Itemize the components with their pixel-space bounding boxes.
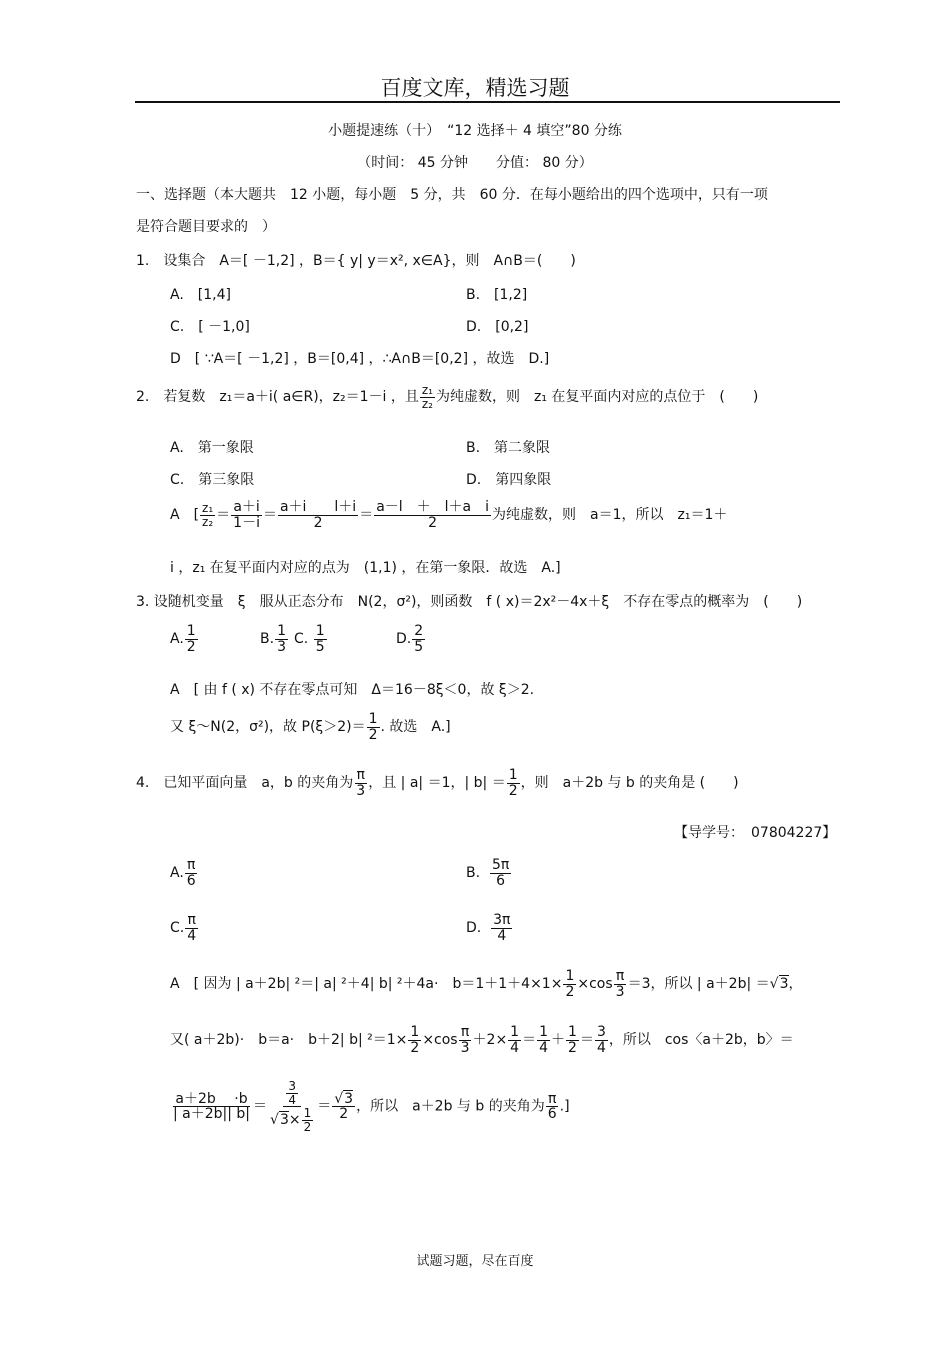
q2-option-c: C. 第三象限 [170,472,255,488]
q4-option-b: B. $\frac{5\pi}{6}$ [466,857,510,889]
q3-option-c: C. $\frac{1}{5}$ [294,623,325,655]
q1-stem: 1. 设集合 A＝[ －1,2] ，B＝{ y| y＝x², x∈A}，则 A∩B＝( ) [136,253,576,269]
page-footer: 试题习题，尽在百度 [416,1254,534,1269]
q2-option-d: D. 第四象限 [466,472,552,488]
q2-option-b: B. 第二象限 [466,440,551,456]
q2-stem: 2. 若复数 z₁＝a＋i( a∈R)，z₂＝1－i ，且 $\frac{\text{z₁}}{\text{z₂}}$ 为纯虚数，则 z₁ 在复平面内对应的点位于 ( ) [136,383,759,411]
q4-reference-tag: 【导学号： 07804227】 [674,825,837,841]
page-subtitle: （时间： 45 分钟 分值： 80 分） [357,155,593,171]
q3-option-d: D. $\frac{2}{5}$ [396,623,424,655]
q2-fraction: $\frac{\text{z₁}}{\text{z₂}}$ [421,383,433,411]
q4-answer-line2: 又( a＋2b)· b＝a· b＋2| b| ²＝1× $\frac{1}{2}$ ×cos $\frac{\pi}{3}$ ＋2× $\frac{1}{4}$ ＝ $\frac{1}{4}$ ＋ $\frac{1}{2}$ ＝ $\frac{3}{4}$ ，所以 cos〈a＋2b，b〉＝ [170,1024,794,1056]
q1-option-c: C. [ －1,0] [170,319,250,335]
q2-answer-line1: A [ $\frac{\text{z₁}}{\text{z₂}}$ ＝ $\frac{a+i}{1-i}$ ＝ $\frac{\text{a＋i l＋i}}{2}$ ＝ $\frac{\text{a－l ＋ l＋a i}}{2}$ 为纯虚数，则 a＝1，所以 z₁＝1＋ [170,499,728,531]
q2-option-a: A. 第一象限 [170,440,254,456]
q1-option-b: B. [1,2] [466,287,528,303]
q3-answer-line2: 又 ξ～N(2，σ²)，故 P(ξ＞2)＝ $\frac{1}{2}$ . 故选 A.] [170,711,451,743]
q1-option-a: A. [1,4] [170,287,231,303]
q1-answer: D [ ∵A＝[ －1,2] ，B＝[0,4] ，∴A∩B＝[0,2] ，故选 D.] [170,351,550,367]
q4-stem: 4. 已知平面向量 a，b 的夹角为 $\frac{\pi}{3}$ ，且 | a| ＝1，| b| ＝ $\frac{1}{2}$ ，则 a＋2b 与 b 的夹角是 ( ) [136,767,739,799]
q3-answer-line1: A [ 由 f ( x) 不存在零点可知 Δ＝16－8ξ＜0，故 ξ＞2. [170,682,535,698]
q4-answer-line1: A [ 因为 | a＋2b| ²＝| a| ²＋4| b| ²＋4a· b＝1＋1＋4×1× $\frac{1}{2}$ ×cos $\frac{\pi}{3}$ ＝3，所以 | a＋2b| ＝√3， [170,968,803,1000]
q1-option-d: D. [0,2] [466,319,529,335]
page-title: 小题提速练（十） “12 选择＋ 4 填空”80 分练 [328,123,622,139]
q4-option-d: D. $\frac{3\pi}{4}$ [466,912,511,944]
section-heading-line1: 一、选择题（本大题共 12 小题，每小题 5 分，共 60 分．在每小题给出的四个选项中，只有一项 [136,187,768,203]
section-heading-line2: 是符合题目要求的 ） [136,219,276,235]
page-header: 百度文库，精选习题 [380,76,570,100]
header-rule [135,101,840,103]
q3-option-a: A. $\frac{1}{2}$ [170,623,196,655]
q4-option-a: A. $\frac{\pi}{6}$ [170,857,196,889]
q2-answer-line2: i ，z₁ 在复平面内对应的点为 (1,1) ，在第一象限．故选 A.] [170,560,561,576]
q4-option-c: C. $\frac{\pi}{4}$ [170,912,197,944]
q3-stem: 3. 设随机变量 ξ 服从正态分布 N(2，σ²)，则函数 f ( x)＝2x²－4x＋ξ 不存在零点的概率为 ( ) [136,594,803,610]
q3-option-b: B. $\frac{1}{3}$ [260,623,286,655]
q4-answer-line3: $\frac{a+2b \cdot b}{| a+2b|| b|}$ ＝ $\frac{3}{4}$ √3× $\frac{1}{2}$ ＝ $\frac{√3}{2}$ ，所以 a＋2b 与 b 的夹角为 $\frac{\pi}{6}$ .] [173,1079,570,1134]
